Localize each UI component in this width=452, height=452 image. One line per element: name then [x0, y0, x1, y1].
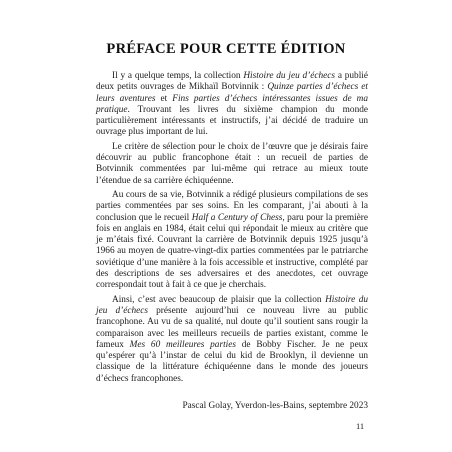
book-title: Mes 60 meilleures parties	[129, 339, 236, 350]
text-run: et	[155, 93, 173, 104]
paragraph-1	[96, 71, 368, 139]
book-title: Half a Century of Chess	[191, 212, 283, 223]
page-title: PRÉFACE POUR CETTE ÉDITION	[106, 41, 346, 57]
text-run: de Bobby Fischer. Je ne peux qu’espérer qu’à l’instar de celui du kid de Brooklyn, il devienne un classique de la littérature échiquéenne dans le monde des joueurs d’échecs francophones.	[96, 339, 368, 384]
preface-body	[96, 71, 368, 415]
collection-title: Histoire du jeu d’échecs	[243, 71, 336, 81]
paragraph-4	[96, 295, 368, 385]
text-run: Ainsi, c’est avec beaucoup de plaisir que la collection	[112, 294, 326, 305]
text-run: , paru pour la première fois en anglais en 1984, était celui qui répondait le mieux au critère que je m’étais fixé. Couvrant la carrière de Botvinnik depuis 1925 jusqu’à 1966 au moyen de quatre-vingt-dix parties commentées par le patriarche soviétique d’une manière à la fois accessible et instructive, complété par des descriptions de ses adversaires et des anecdotes, cet ouvrage correspondait tout à fait à ce que je cherchais.	[96, 212, 368, 291]
book-title: Fins parties d’échecs intéressantes issues de ma pratique	[96, 93, 369, 115]
text-run: présente aujourd’hui ce nouveau livre au public francophone. Au vu de sa qualité, nul doute qu’il soutient sans rougir la comparaison avec les meilleurs recueils de parties existant, comme le fameux	[96, 305, 368, 350]
paragraph-2	[96, 142, 368, 187]
page-number: 11	[356, 421, 365, 431]
book-title: Quinze parties d’échecs et leurs aventures	[96, 82, 368, 104]
signature: Pascal Golay, Yverdon-les-Bains, septembre 2023	[182, 401, 368, 412]
collection-title: Histoire du jeu d’échecs	[96, 294, 368, 316]
text-run: Au cours de sa vie, Botvinnik a rédigé plusieurs compilations de ses parties commentées par ses soins. En les comparant, j’ai abouti à la conclusion que le recueil	[96, 189, 368, 223]
text-run: Le critère de sélection pour le choix de l’œuvre que je désirais faire découvrir au public francophone était : un recueil de parties de Botvinnik commentées par lui-même qui retrace au mieux toute l’étendue de sa carrière échiquéenne.	[96, 141, 368, 186]
paragraph-3	[96, 190, 368, 292]
text-run: Il y a quelque temps, la collection	[112, 71, 244, 81]
text-run: . Trouvant les livres du sixième champion du monde particulièrement intéressants et instructifs, j’ai décidé de traduire un ouvrage plus important de lui.	[96, 104, 368, 138]
text-run: a publié deux petits ouvrages de Mikhaïl Botvinnik :	[96, 71, 368, 93]
